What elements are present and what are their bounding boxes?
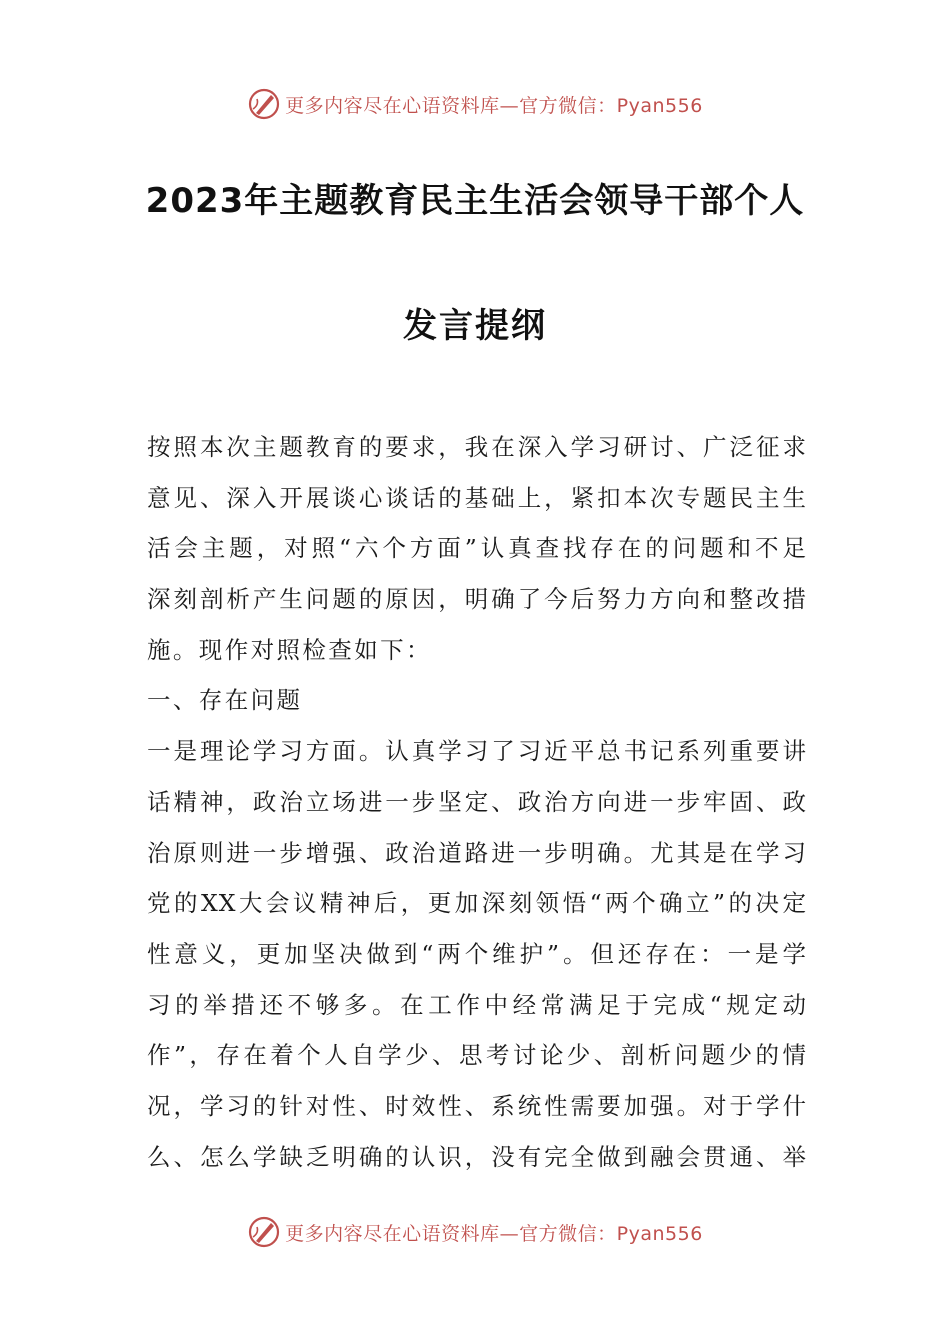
watermark-handle: Pyan556 — [616, 94, 703, 117]
watermark-handle: Pyan556 — [616, 1222, 703, 1245]
body-line: 性意义，更加坚决做到“两个维护”。但还存在：一是学 — [147, 939, 807, 968]
body-line: 一是理论学习方面。认真学习了习近平总书记系列重要讲 — [147, 737, 807, 766]
body-line: 况，学习的针对性、时效性、系统性需要加强。对于学什 — [147, 1091, 807, 1120]
watermark-banner-top — [0, 84, 950, 124]
body-line: 么、怎么学缺乏明确的认识，没有完全做到融会贯通、举 — [147, 1142, 807, 1171]
body-line: 习的举措还不够多。在工作中经常满足于完成“规定动 — [147, 990, 807, 1019]
body-line: 治原则进一步增强、政治道路进一步明确。尤其是在学习 — [147, 838, 807, 867]
body-line: 按照本次主题教育的要求，我在深入学习研讨、广泛征求 — [147, 433, 807, 461]
body-line: 意见、深入开展谈心谈话的基础上，紧扣本次专题民主生 — [147, 483, 807, 512]
document-title-line-2: 发言提纲 — [403, 306, 547, 346]
section-heading: 一、存在问题 — [147, 686, 303, 715]
quill-pen-logo-icon — [247, 1215, 281, 1249]
body-line: 作”，存在着个人自学少、思考讨论少、剖析问题少的情 — [147, 1041, 807, 1070]
quill-pen-logo-icon — [247, 87, 281, 121]
watermark-text: 更多内容尽在心语资料库—官方微信：Pyan556 — [285, 94, 703, 117]
body-line: 深刻剖析产生问题的原因，明确了今后努力方向和整改措 — [147, 585, 807, 614]
watermark-banner-bottom — [0, 1212, 950, 1252]
watermark-text: 更多内容尽在心语资料库—官方微信：Pyan556 — [285, 1222, 703, 1245]
body-line: 话精神，政治立场进一步坚定、政治方向进一步牢固、政 — [147, 787, 807, 816]
document-title-line-1: 2023年主题教育民主生活会领导干部个人 — [145, 181, 805, 221]
body-line: 施。现作对照检查如下： — [147, 635, 432, 664]
document-body — [147, 422, 807, 1182]
body-line: 活会主题，对照“六个方面”认真查找存在的问题和不足 — [147, 534, 807, 563]
body-line: 党的XX大会议精神后，更加深刻领悟“两个确立”的决定 — [147, 889, 807, 918]
